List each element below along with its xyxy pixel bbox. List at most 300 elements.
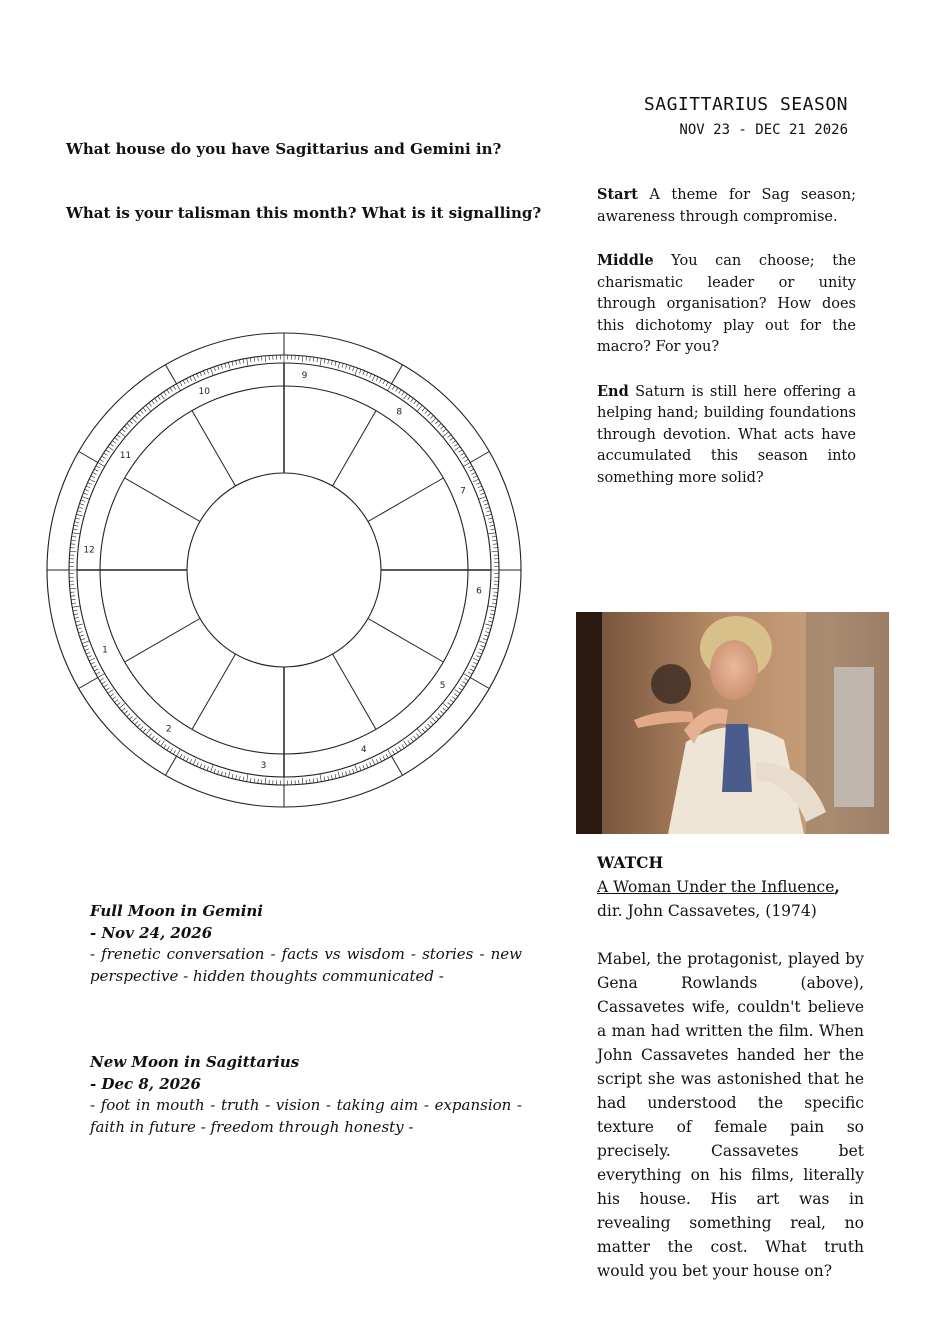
degree-tick: [353, 367, 354, 371]
degree-tick: [331, 775, 332, 779]
degree-tick: [484, 635, 488, 636]
new-moon-title: New Moon in Sagittarius: [90, 1053, 300, 1071]
degree-tick: [490, 614, 494, 615]
degree-tick: [313, 357, 314, 361]
degree-tick: [250, 358, 251, 362]
house-cusp: [192, 654, 236, 729]
degree-tick: [225, 363, 226, 367]
question-house: What house do you have Sagittarius and Gemini in?: [66, 140, 502, 158]
house-cusp: [333, 411, 377, 486]
degree-tick: [431, 717, 436, 722]
degree-tick: [455, 447, 460, 451]
degree-tick: [489, 522, 493, 523]
house-number-12: 12: [83, 545, 95, 556]
degree-tick: [376, 377, 378, 381]
film-director: dir. John Cassavetes, (1974): [597, 902, 817, 920]
house-number-2: 2: [165, 724, 172, 735]
degree-tick: [119, 432, 125, 437]
degree-tick: [435, 421, 438, 424]
degree-tick: [464, 678, 468, 680]
degree-tick: [355, 765, 358, 773]
degree-tick: [117, 435, 121, 438]
degree-tick: [137, 724, 140, 727]
degree-tick: [71, 540, 75, 541]
house-number-11: 11: [119, 450, 132, 461]
house-number-4: 4: [360, 745, 367, 756]
degree-tick: [376, 759, 378, 763]
degree-tick: [388, 384, 392, 391]
degree-tick: [102, 456, 106, 458]
new-moon-keywords: - foot in mouth - truth - vision - taking aim - expansion - faith in future - freedom through honesty -: [90, 1096, 522, 1136]
house-cusps: [77, 363, 491, 777]
degree-tick: [484, 504, 488, 505]
degree-tick: [452, 697, 456, 700]
degree-tick: [485, 632, 489, 633]
degree-tick: [370, 762, 372, 766]
degree-tick: [143, 729, 146, 732]
degree-tick: [180, 382, 182, 386]
degree-tick: [98, 674, 105, 678]
degree-tick: [186, 758, 188, 762]
degree-tick: [302, 778, 303, 784]
degree-tick: [461, 453, 465, 455]
degree-tick: [92, 666, 96, 668]
degree-tick: [158, 740, 161, 744]
degree-tick: [411, 738, 414, 742]
degree-tick: [108, 447, 113, 451]
degree-tick: [167, 747, 169, 751]
degree-tick: [236, 775, 237, 779]
degree-tick: [88, 483, 92, 485]
degree-tick: [152, 401, 155, 405]
degree-tick: [425, 726, 428, 729]
degree-tick: [161, 394, 165, 399]
degree-tick: [479, 641, 487, 644]
degree-tick: [129, 421, 132, 424]
degree-tick: [74, 614, 78, 615]
degree-tick: [146, 405, 151, 411]
degree-tick: [452, 441, 456, 444]
degree-tick: [472, 472, 476, 474]
window-blind: [834, 667, 874, 807]
degree-tick: [239, 776, 240, 780]
birth-chart-wheel: [40, 326, 528, 814]
left-figure-shadow: [576, 612, 602, 834]
degree-tick: [435, 716, 438, 719]
degree-tick: [359, 767, 361, 771]
degree-tick: [463, 463, 470, 467]
degree-tick: [86, 652, 90, 654]
degree-tick: [388, 749, 392, 756]
degree-tick: [221, 364, 222, 368]
degree-tick: [414, 736, 417, 740]
degree-tick: [228, 362, 230, 368]
degree-tick: [404, 741, 408, 746]
degree-tick: [78, 507, 82, 508]
degree-tick: [149, 403, 152, 407]
degree-tick: [124, 711, 127, 714]
degree-tick: [491, 610, 495, 611]
degree-tick: [454, 694, 458, 697]
degree-tick: [210, 765, 213, 773]
degree-tick: [317, 358, 318, 362]
house-cusp: [125, 619, 200, 663]
degree-tick: [399, 390, 401, 394]
degree-tick: [492, 551, 498, 552]
degree-tick: [440, 426, 443, 429]
degree-tick: [106, 450, 110, 453]
house-cusp: [125, 478, 200, 522]
degree-tick: [479, 489, 483, 491]
degree-tick: [359, 369, 361, 373]
house-cusp: [333, 654, 377, 729]
degree-tick: [167, 390, 169, 394]
degree-tick: [207, 369, 209, 373]
degree-tick: [214, 367, 215, 371]
degree-tick: [170, 388, 172, 392]
house-number-1: 1: [102, 645, 108, 656]
season-theme: [597, 184, 856, 511]
degree-tick: [177, 749, 181, 756]
degree-tick: [207, 767, 209, 771]
degree-tick: [486, 628, 490, 629]
film-still-illustration: [576, 612, 889, 834]
degree-tick: [493, 544, 497, 545]
degree-tick: [408, 396, 411, 400]
degree-tick: [335, 361, 336, 365]
degree-tick: [483, 500, 487, 501]
house-cusp: [192, 411, 236, 486]
degree-tick: [481, 493, 485, 495]
degree-tick: [478, 486, 482, 488]
degree-tick: [75, 518, 79, 519]
degree-tick: [422, 729, 425, 732]
degree-tick: [430, 721, 433, 724]
theme-middle-text: You can choose; the charismatic leader or unity through organisation? How does this dichotomy play out for the macro? For you?: [597, 253, 856, 355]
degree-tick: [218, 770, 219, 774]
degree-tick: [119, 703, 125, 708]
degree-tick: [463, 456, 467, 458]
degree-tick: [77, 511, 81, 512]
degree-tick: [473, 658, 479, 661]
theme-middle-label: Middle: [597, 252, 654, 269]
degree-tick: [310, 779, 311, 783]
degree-tick: [254, 778, 255, 782]
degree-tick: [203, 371, 205, 375]
degree-tick: [152, 736, 155, 740]
degree-tick: [78, 632, 82, 633]
degree-tick: [335, 774, 336, 778]
degree-tick: [140, 410, 143, 413]
degree-tick: [416, 734, 419, 738]
degree-tick: [455, 690, 460, 694]
degree-tick: [190, 759, 192, 763]
degree-tick: [476, 483, 480, 485]
new-moon-date: - Dec 8, 2026: [90, 1074, 201, 1093]
degree-tick: [324, 359, 325, 363]
theme-start: [597, 184, 856, 228]
degree-tick: [468, 466, 472, 468]
degree-tick: [164, 745, 167, 749]
degree-tick: [88, 656, 92, 658]
degree-tick: [73, 529, 77, 530]
degree-tick: [342, 363, 343, 367]
degree-tick: [218, 366, 219, 370]
degree-tick: [380, 378, 382, 382]
degree-tick: [363, 371, 365, 375]
degree-tick: [383, 380, 385, 384]
degree-tick: [488, 518, 492, 519]
theme-middle: [597, 250, 856, 359]
season-dates: NOV 23 - DEC 21 2026: [679, 122, 848, 138]
degree-tick: [338, 362, 340, 368]
degree-tick: [422, 408, 425, 411]
degree-tick: [416, 403, 419, 407]
degree-tick: [464, 459, 468, 461]
degree-tick: [72, 533, 80, 534]
degree-tick: [450, 438, 454, 441]
degree-tick: [463, 674, 470, 678]
degree-tick: [85, 489, 89, 491]
degree-tick: [479, 649, 483, 651]
degree-tick: [243, 359, 244, 363]
full-moon-date: - Nov 24, 2026: [90, 923, 213, 942]
degree-tick: [89, 479, 95, 482]
degree-tick: [98, 463, 105, 467]
degree-tick: [488, 621, 492, 622]
degree-tick: [404, 394, 408, 399]
film-title: A Woman Under the Influence: [597, 878, 835, 896]
degree-tick: [140, 726, 143, 729]
full-moon-keywords: - frenetic conversation - facts vs wisdom - stories - new perspective - hidden thoughts communicated -: [90, 945, 522, 985]
degree-tick: [102, 682, 106, 684]
degree-tick: [193, 375, 196, 381]
degree-tick: [380, 758, 382, 762]
degree-tick: [302, 356, 303, 362]
degree-tick: [485, 514, 491, 516]
degree-tick: [122, 708, 125, 711]
degree-tick: [183, 756, 185, 760]
degree-tick: [117, 702, 121, 705]
degree-tick: [137, 413, 140, 416]
degree-tick: [443, 432, 449, 437]
degree-tick: [372, 759, 375, 765]
degree-tick: [396, 749, 398, 753]
degree-tick: [91, 662, 95, 664]
degree-tick: [91, 476, 95, 478]
degree-tick: [366, 764, 368, 768]
degree-tick: [493, 596, 497, 597]
degree-tick: [399, 747, 401, 751]
degree-tick: [200, 372, 202, 376]
degree-tick: [430, 415, 433, 418]
house-numbers: [83, 371, 482, 771]
degree-tick: [417, 729, 422, 735]
degree-tick: [92, 472, 96, 474]
degree-tick: [438, 423, 441, 426]
degree-tick: [135, 415, 138, 418]
degree-tick: [75, 522, 79, 523]
sign-divider: [166, 756, 177, 775]
degree-tick: [258, 357, 259, 361]
degree-tick: [110, 694, 114, 697]
degree-tick: [450, 700, 454, 703]
degree-tick: [353, 769, 354, 773]
degree-tick: [470, 469, 474, 471]
degree-tick: [250, 778, 251, 782]
house-number-7: 7: [460, 486, 466, 497]
degree-tick: [124, 426, 127, 429]
degree-tick: [328, 776, 329, 780]
degree-tick: [164, 392, 167, 396]
degree-tick: [72, 606, 80, 607]
degree-tick: [463, 682, 467, 684]
degree-tick: [232, 361, 233, 365]
degree-tick: [355, 368, 358, 376]
degree-tick: [80, 635, 84, 636]
degree-tick: [127, 423, 130, 426]
degree-tick: [100, 459, 104, 461]
degree-tick: [324, 777, 325, 781]
house-number-10: 10: [198, 386, 211, 397]
degree-tick: [472, 666, 476, 668]
degree-tick: [161, 741, 165, 746]
degree-tick: [149, 734, 152, 738]
degree-tick: [80, 504, 84, 505]
degree-tick: [440, 711, 443, 714]
degree-tick: [492, 599, 496, 600]
degree-tick: [473, 479, 479, 482]
degree-tick: [236, 361, 237, 365]
degree-tick: [265, 356, 266, 362]
degree-tick: [317, 778, 318, 782]
degree-tick: [82, 641, 90, 644]
degree-tick: [448, 702, 452, 705]
degree-tick: [479, 496, 487, 499]
degree-tick: [104, 453, 108, 455]
degree-tick: [488, 606, 496, 607]
degree-tick: [402, 745, 405, 749]
degree-tick: [146, 729, 151, 735]
degree-tick: [443, 708, 446, 711]
degree-tick: [94, 469, 98, 471]
degree-tick: [346, 364, 347, 368]
film-title-comma: ,: [834, 877, 840, 896]
sign-divider: [166, 365, 177, 384]
new-moon-section: [90, 1052, 522, 1138]
degree-tick: [408, 740, 411, 744]
degree-tick: [183, 380, 185, 384]
inner-ring: [187, 473, 381, 667]
degree-tick: [490, 525, 494, 526]
degree-tick: [83, 645, 87, 647]
degree-tick: [310, 357, 311, 361]
degree-tick: [75, 621, 79, 622]
degree-tick: [486, 511, 490, 512]
degree-tick: [396, 388, 398, 392]
degree-tick: [82, 496, 90, 499]
house-cusp: [368, 619, 443, 663]
degree-tick: [428, 724, 431, 727]
degree-tick: [158, 396, 161, 400]
watch-section: [597, 851, 864, 1283]
degree-tick: [81, 639, 85, 640]
season-title: SAGITTARIUS SEASON: [643, 94, 848, 115]
degree-tick: [258, 779, 259, 783]
degree-tick: [414, 401, 417, 405]
degree-tick: [203, 765, 205, 769]
degree-tick: [132, 717, 137, 722]
degree-tick: [461, 685, 465, 687]
degree-tick: [232, 774, 233, 778]
degree-tick: [254, 357, 255, 361]
degree-tick: [129, 716, 132, 719]
degree-tick: [104, 685, 108, 687]
degree-tick: [386, 382, 388, 386]
full-moon-title: Full Moon in Gemini: [90, 902, 264, 920]
sign-divider: [470, 452, 489, 463]
degree-tick: [349, 366, 350, 370]
degree-tick: [481, 645, 485, 647]
dress-pattern: [722, 724, 752, 792]
degree-tick: [132, 418, 137, 423]
degree-tick: [492, 603, 496, 604]
degree-tick: [73, 610, 77, 611]
degree-tick: [186, 378, 188, 382]
degree-tick: [74, 525, 78, 526]
degree-tick: [193, 759, 196, 765]
degree-tick: [448, 435, 452, 438]
degree-tick: [372, 375, 375, 381]
degree-tick: [100, 678, 104, 680]
degree-tick: [265, 778, 266, 784]
degree-tick: [106, 688, 110, 691]
degree-tick: [443, 429, 446, 432]
house-cusp: [368, 478, 443, 522]
film-description: Mabel, the protagonist, played by Gena Rowlands (above), Cassavetes wife, couldn't believe a man had written the film. When John Cassavetes handed her the script she was astonished that he had understood the specific texture of female pain so precisely. Cassavetes bet everything on his films, literally his house. His art was in revealing something real, no matter the cost. What truth would you bet your house on?: [597, 950, 864, 1280]
degree-tick: [247, 358, 248, 366]
degree-tick: [478, 652, 482, 654]
watch-heading: WATCH: [597, 853, 664, 872]
degree-tick: [459, 688, 463, 691]
degree-tick: [190, 377, 192, 381]
degree-tick: [70, 588, 76, 589]
degree-tick: [349, 770, 350, 774]
degree-tick: [177, 384, 181, 391]
degree-tick: [320, 774, 321, 782]
degree-tick: [76, 624, 82, 626]
degree-tick: [221, 771, 222, 775]
degree-tick: [155, 738, 158, 742]
degree-tick: [243, 777, 244, 781]
degree-tick: [94, 669, 98, 671]
degree-tick: [173, 750, 175, 754]
degree-tick: [72, 603, 76, 604]
degree-tick: [72, 536, 76, 537]
degree-tick: [489, 617, 493, 618]
film-still-photo: [576, 612, 889, 834]
degree-tick: [320, 358, 321, 366]
degree-tick: [331, 361, 332, 365]
degree-tick: [75, 617, 79, 618]
degree-tick: [392, 386, 394, 390]
degree-tick: [143, 408, 146, 411]
degree-tick: [214, 769, 215, 773]
degree-tick: [342, 772, 343, 776]
degree-tick: [459, 450, 463, 453]
theme-end: [597, 381, 856, 490]
degree-tick: [492, 588, 498, 589]
